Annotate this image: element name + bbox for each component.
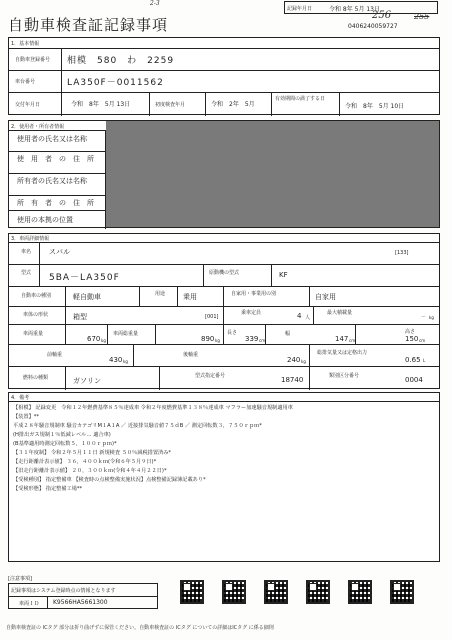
issue-date-value: 令和 8年 5月 13日 xyxy=(71,101,131,108)
length-unit: cm xyxy=(259,338,266,343)
document-number: 0406240059727 xyxy=(348,23,398,30)
vehicle-section xyxy=(8,233,440,389)
first-reg-label: 初度検査年月 xyxy=(155,102,186,108)
record-date-label: 記録年月日 xyxy=(287,6,313,12)
owner-row-owner-address: 所 有 者 の 住 所 xyxy=(17,199,94,207)
length-label: 長さ xyxy=(227,330,238,336)
handwritten-top: 2-3 xyxy=(150,0,160,7)
owner-section-title: 2．使用者・所有者情報 xyxy=(11,124,65,130)
max-load-value: － xyxy=(421,314,427,320)
handwritten-number: 256 xyxy=(372,10,392,21)
chassis-value: LA350F－0011562 xyxy=(67,78,164,88)
width-unit: cm xyxy=(349,338,356,343)
basic-section-title: 1．基本情報 xyxy=(11,41,40,47)
gross-label: 車両総重量 xyxy=(113,331,139,337)
expiry-label: 有効期間の満了する日 xyxy=(275,96,326,102)
fuel-label: 燃料の種類 xyxy=(23,375,49,381)
qr-code-icon xyxy=(348,580,372,604)
record-date-value: 令和 8年 5月 13日 xyxy=(329,6,380,13)
expiry-value: 令和 8年 5月 10日 xyxy=(345,103,405,110)
weight-label: 車両重量 xyxy=(23,331,44,337)
front-axle-value: 430 xyxy=(109,356,123,364)
qr-code-icon xyxy=(180,580,204,604)
height-value: 150 xyxy=(405,335,419,343)
rear-axle-label: 後軸重 xyxy=(183,352,199,358)
height-label: 高さ xyxy=(405,329,416,335)
vehicle-section-title: 3．車両詳細情報 xyxy=(11,236,50,242)
qr-code-icon xyxy=(264,580,288,604)
owner-section xyxy=(8,120,440,228)
use-label: 用途 xyxy=(155,291,166,297)
length-value: 339 xyxy=(245,335,259,343)
displacement-label: 総排気量又は定格出力 xyxy=(317,350,368,356)
remark-line: 【３１年度制】 令和２年５月１１日 新規検査 ５０％減税措置済み* xyxy=(13,450,171,456)
purpose-value: 自家用 xyxy=(315,293,336,301)
maker-code: [133] xyxy=(395,250,409,256)
owner-row-user-address: 使 用 者 の 住 所 xyxy=(17,155,94,163)
remark-line: 【受検形態】 指定整備工場** xyxy=(13,486,83,492)
redaction-block xyxy=(106,121,439,227)
height-unit: cm xyxy=(419,338,426,343)
engine-label: 原動機の型式 xyxy=(209,270,240,276)
gross-value: 890 xyxy=(201,335,215,343)
body-code: [001] xyxy=(205,314,219,320)
handwritten-number-2: 255 xyxy=(414,12,430,21)
weight-value: 670 xyxy=(87,335,101,343)
remark-line: 【相模】 記録変更 令和１２年燃費基準８５％達成車 令和２年度燃費基準１３８％達成車 マフラー加速騒音規制適用車 xyxy=(13,405,293,411)
owner-row-base-location: 使用の本拠の位置 xyxy=(17,216,73,224)
chassis-label: 車台番号 xyxy=(15,79,36,85)
type-cert-label: 型式指定番号 xyxy=(195,373,226,379)
displacement-unit: L xyxy=(423,358,426,363)
remarks-lines xyxy=(13,404,437,494)
gross-unit: kg xyxy=(215,338,220,343)
category-value: 0004 xyxy=(405,376,423,384)
remark-line: 【装置】** xyxy=(13,414,39,420)
max-load-unit: kg xyxy=(429,315,434,320)
issue-date-label: 交付年月日 xyxy=(15,102,41,108)
reg-no-label: 自動車登録番号 xyxy=(15,57,51,63)
width-value: 147 xyxy=(335,335,349,343)
reg-no-value: 相模 580 わ 2259 xyxy=(67,56,175,66)
displacement-value: 0.65 xyxy=(405,356,421,364)
remark-line: (H排出ガス規制１％低減レベル… 適合車) xyxy=(13,432,111,438)
model-label: 型式 xyxy=(21,270,32,276)
bottom-notice: 自動車検査証の ICタグ 部分は折り曲げずに保管ください。自動車検査証の ICタグ についての詳細はICタグ に係る細則 xyxy=(6,625,274,631)
remark-line: 【旧走行距離計表示値】 ２０，３００ｋｍ(令和４年４月２２日)* xyxy=(13,468,167,474)
remarks-section-title: 4．備考 xyxy=(11,395,30,401)
remark-line: 平成２８年騒音規制車 騒音カテゴリM１A１A ／ 近接排気騒音値７５ｄB ／ 測定回転数３，７５０ｒｐｍ* xyxy=(13,423,262,429)
front-axle-unit: kg xyxy=(123,359,128,364)
qr-code-icon xyxy=(222,580,246,604)
capacity-value: 4 xyxy=(297,312,302,320)
engine-value: KF xyxy=(279,271,288,279)
remark-line: 【走行距離計表示値】 ３６，４００ｋｍ(令和６年５月９日)* xyxy=(13,459,157,465)
maker-value: スバル xyxy=(49,248,70,256)
basic-info-section xyxy=(8,37,440,115)
model-value: 5BA－LA350F xyxy=(49,273,120,283)
notice-text: 記録事項はシステム登録時点の情報となります xyxy=(11,588,116,594)
width-label: 幅 xyxy=(285,331,291,337)
remarks-section xyxy=(8,392,440,562)
maker-label: 車名 xyxy=(21,249,32,255)
notice-box xyxy=(8,583,158,609)
weight-unit: kg xyxy=(101,338,106,343)
qr-code-icon xyxy=(390,580,414,604)
rear-axle-unit: kg xyxy=(301,359,306,364)
capacity-label: 乗車定員 xyxy=(241,310,262,316)
remark-line: 【受検種別】 指定整備車 【検査時の点検整備実施状況】点検整備記録簿記載あり* xyxy=(13,477,206,483)
max-load-label: 最大積載量 xyxy=(327,310,353,316)
body-value: 箱型 xyxy=(73,313,87,321)
notice-label: [注意事項] xyxy=(8,576,32,582)
kind-label: 自動車の種別 xyxy=(21,293,52,299)
use-value: 乗用 xyxy=(183,293,197,301)
remark-line: (B基準適用時測定回転数５，１００ｒｐｍ)* xyxy=(13,441,117,447)
purpose-label: 自家用・事業用の別 xyxy=(231,291,277,297)
category-label: 類別区分番号 xyxy=(329,373,360,379)
kind-value: 軽自動車 xyxy=(73,293,101,301)
qr-code-icon xyxy=(306,580,330,604)
body-label: 車体の形状 xyxy=(23,312,49,318)
capacity-unit: 人 xyxy=(305,315,311,321)
front-axle-label: 前軸重 xyxy=(47,352,63,358)
owner-row-user-name: 使用者の氏名又は名称 xyxy=(17,135,87,143)
first-reg-value: 令和 2年 5月 xyxy=(211,101,255,108)
type-cert-value: 18740 xyxy=(281,376,304,384)
rear-axle-value: 240 xyxy=(287,356,301,364)
owner-row-owner-name: 所有者の氏名又は名称 xyxy=(17,177,87,185)
vehicle-id-value: K9566HA5661300 xyxy=(53,599,108,606)
document-title: 自動車検査証記録事項 xyxy=(8,16,169,34)
vehicle-id-label: 車両ＩＤ xyxy=(19,601,40,607)
fuel-value: ガソリン xyxy=(73,377,101,385)
